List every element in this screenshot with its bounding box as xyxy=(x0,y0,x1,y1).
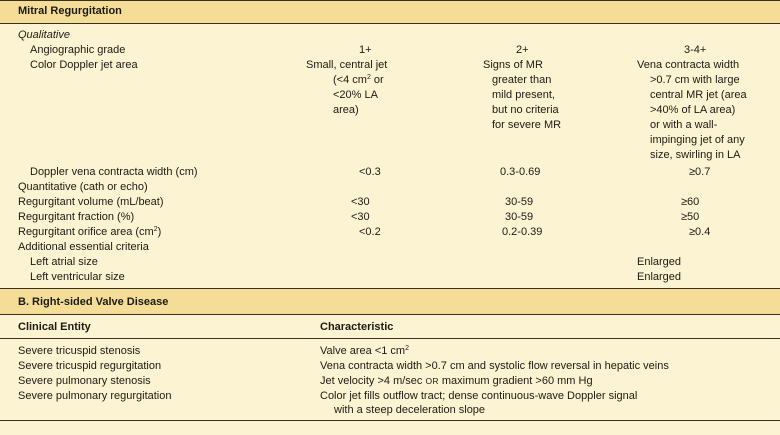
angio-mild: 1+ xyxy=(359,44,372,56)
orifice-label: Regurgitant orifice area $(cm^2)$ xyxy=(18,226,162,238)
jet-moderate-line: mild present, xyxy=(492,89,555,101)
volume-moderate: 30-59 xyxy=(505,196,534,208)
jet-severe-line: central MR jet (area xyxy=(650,89,747,101)
characteristic-cell: Color jet fills outflow tract; dense continuous-wave Doppler signal xyxy=(320,390,638,402)
orifice-severe: ≥0.4 xyxy=(689,226,711,238)
volume-severe: ≥60 xyxy=(681,196,700,208)
atrial-label: Left atrial size xyxy=(30,256,98,268)
orifice-mild: <0.2 xyxy=(359,226,381,238)
jet-severe-line: size, swirling in LA xyxy=(650,149,741,161)
characteristic-cell: Vena contracta width >0.7 cm and systolic flow reversal in hepatic veins xyxy=(320,360,669,372)
jet-mild-line: area) xyxy=(333,104,359,116)
vena-label: Doppler vena contracta width (cm) xyxy=(30,166,198,178)
jet-moderate-line: greater than xyxy=(492,74,552,86)
jet-severe-line: or with a wall- xyxy=(650,119,718,131)
section-b-header-rule xyxy=(0,314,780,315)
quantitative-label: Quantitative (cath or echo) xyxy=(18,181,148,193)
jet-severe-line: >0.7 cm with large xyxy=(650,74,740,86)
angio-moderate: 2+ xyxy=(516,44,529,56)
vena-mild: <0.3 xyxy=(359,166,381,178)
section-b-title: B. Right-sided Valve Disease xyxy=(18,296,169,308)
bottom-rule xyxy=(0,420,780,421)
entity-cell: Severe pulmonary stenosis xyxy=(18,375,151,387)
vena-moderate: 0.3-0.69 xyxy=(500,166,541,178)
characteristic-cell-continued: with a steep deceleration slope xyxy=(334,404,486,416)
jet-label: Color Doppler jet area xyxy=(30,59,138,71)
entity-cell: Severe pulmonary regurgitation xyxy=(18,390,172,402)
angio-label: Angiographic grade xyxy=(30,44,126,56)
jet-mild-line: <20% LA xyxy=(333,89,378,101)
col-characteristic-header: Characteristic xyxy=(320,321,394,333)
orifice-moderate: 0.2-0.39 xyxy=(502,226,543,238)
section-a-title: Mitral Regurgitation xyxy=(18,5,122,17)
characteristic-cell: Valve area <1 $cm^2$ xyxy=(320,345,409,357)
fraction-severe: ≥50 xyxy=(681,211,700,223)
ventricular-label: Left ventricular size xyxy=(30,271,125,283)
volume-mild: <30 xyxy=(351,196,370,208)
jet-moderate-line: for severe MR xyxy=(492,119,562,131)
characteristic-cell: Jet velocity >4 m/sec OR maximum gradient >60 mm Hg xyxy=(320,375,593,387)
vena-severe: ≥0.7 xyxy=(689,166,711,178)
jet-severe-line: impinging jet of any xyxy=(650,134,745,146)
column-header-rule xyxy=(0,338,780,339)
jet-mild-line: Small, central jet xyxy=(306,59,388,71)
entity-cell: Severe tricuspid stenosis xyxy=(18,345,141,357)
volume-label: Regurgitant volume (mL/beat) xyxy=(18,196,164,208)
jet-severe-line: >40% of LA area) xyxy=(650,104,736,116)
jet-moderate-line: Signs of MR xyxy=(483,59,543,71)
fraction-mild: <30 xyxy=(351,211,370,223)
entity-cell: Severe tricuspid regurgitation xyxy=(18,360,162,372)
fraction-moderate: 30-59 xyxy=(505,211,534,223)
top-rule xyxy=(0,0,780,1)
fraction-label: Regurgitant fraction (%) xyxy=(18,211,135,223)
jet-mild-line: (<4 $cm^2$ or xyxy=(333,74,384,86)
jet-severe-line: Vena contracta width xyxy=(637,59,740,71)
atrial-severe: Enlarged xyxy=(637,256,682,268)
additional-label: Additional essential criteria xyxy=(18,241,149,253)
ventricular-severe: Enlarged xyxy=(637,271,682,283)
section-a-header-rule xyxy=(0,23,780,24)
qualitative-label: Qualitative xyxy=(18,29,70,41)
angio-severe: 3-4+ xyxy=(684,44,707,56)
jet-moderate-line: but no criteria xyxy=(492,104,559,116)
col-entity-header: Clinical Entity xyxy=(18,321,91,333)
